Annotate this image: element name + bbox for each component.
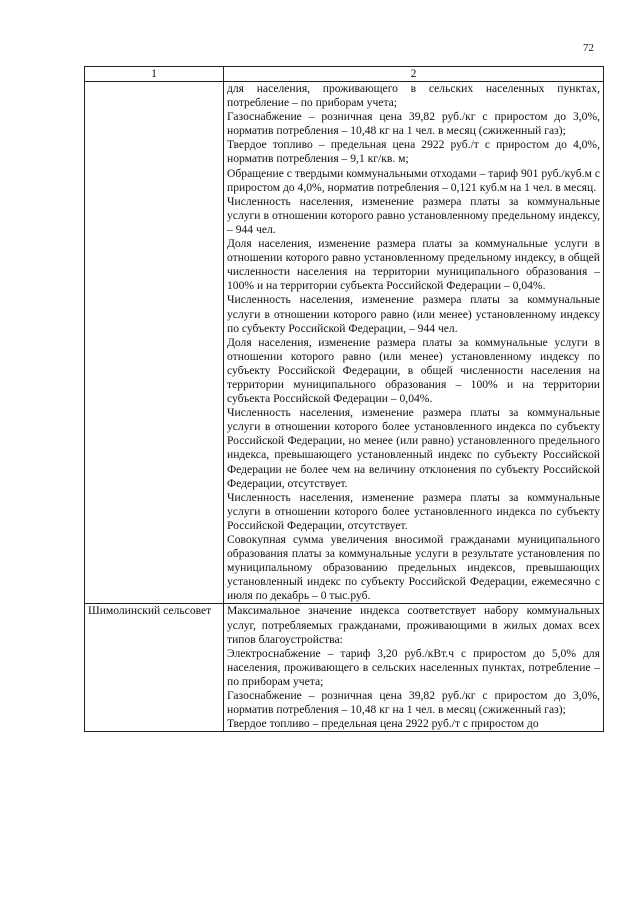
- tariff-table: [84, 66, 604, 732]
- description-cell: [224, 604, 604, 732]
- paragraph: Твердое топливо – предельная цена 2922 руб./т с приростом до: [227, 717, 539, 731]
- paragraph: Численность населения, изменение размера платы за коммунальные услуги в отношении которого более установленного индекса по субъекту Российской Федерации, но менее (или равно) установленного предельного индекса, превышающего установленный индекс по субъекту Российской Федерации не более чем на величину отклонения по субъекту Российской Федерации, отсутствует.: [227, 406, 600, 490]
- municipality-cell: [85, 82, 224, 604]
- column-header-2: 2: [224, 67, 604, 82]
- table-row: [85, 82, 604, 604]
- description-cell: [224, 82, 604, 604]
- municipality-cell: Шимолинский сельсовет: [85, 604, 224, 732]
- column-header-1: 1: [85, 67, 224, 82]
- paragraph: Численность населения, изменение размера платы за коммунальные услуги в отношении которого равно (или менее) установленному индексу по субъекту Российской Федерации, – 944 чел.: [227, 293, 600, 335]
- paragraph: Газоснабжение – розничная цена 39,82 руб./кг с приростом до 3,0%, норматив потребления – 10,48 кг на 1 чел. в месяц (сжиженный газ);: [227, 110, 600, 138]
- paragraph: Электроснабжение – тариф 3,20 руб./кВт.ч с приростом до 5,0% для населения, проживающего в сельских населенных пунктах, потребление – по приборам учета;: [227, 646, 600, 688]
- table-header-row: [85, 67, 604, 82]
- paragraph: Численность населения, изменение размера платы за коммунальные услуги в отношении которого более установленного индекса по субъекту Российской Федерации, отсутствует.: [227, 490, 600, 532]
- paragraph: для населения, проживающего в сельских населенных пунктах, потребление – по приборам учета;: [227, 82, 600, 110]
- paragraph: Доля населения, изменение размера платы за коммунальные услуги в отношении которого равно установленному предельному индексу, в общей численности населения на территории муниципального образования – 100% и на территории субъекта Российской Федерации – 0,04%.: [227, 237, 600, 293]
- paragraph: Твердое топливо – предельная цена 2922 руб./т с приростом до 4,0%, норматив потребления – 9,1 кг/кв. м;: [227, 138, 600, 166]
- paragraph: Газоснабжение – розничная цена 39,82 руб./кг с приростом до 3,0%, норматив потребления – 10,48 кг на 1 чел. в месяц (сжиженный газ);: [227, 689, 600, 717]
- paragraph: Численность населения, изменение размера платы за коммунальные услуги в отношении которого равно установленному предельному индексу, – 944 чел.: [227, 194, 600, 236]
- paragraph: Совокупная сумма увеличения вносимой гражданами муниципального образования платы за коммунальные услуги в результате установления по муниципальному образованию предельных индексов, превышающих установленный индекс по субъекту Российской Федерации, ежемесячно с июля по декабрь – 0 тыс.руб.: [227, 533, 600, 603]
- paragraph: Максимальное значение индекса соответствует набору коммунальных услуг, потребляемых гражданами, проживающими в жилых домах всех типов благоустройства:: [227, 604, 600, 646]
- table-row: [85, 604, 604, 732]
- page-number: 72: [583, 42, 594, 54]
- paragraph: Доля населения, изменение размера платы за коммунальные услуги в отношении которого равно (или менее) установленному индексу по субъекту Российской Федерации, в общей численности населения на территории муниципального образования – 100% и на территории субъекта Российской Федерации – 0,04%.: [227, 335, 600, 406]
- paragraph: Обращение с твердыми коммунальными отходами – тариф 901 руб./куб.м с приростом до 4,0%, норматив потребления – 0,121 куб.м на 1 чел. в месяц.: [227, 166, 600, 194]
